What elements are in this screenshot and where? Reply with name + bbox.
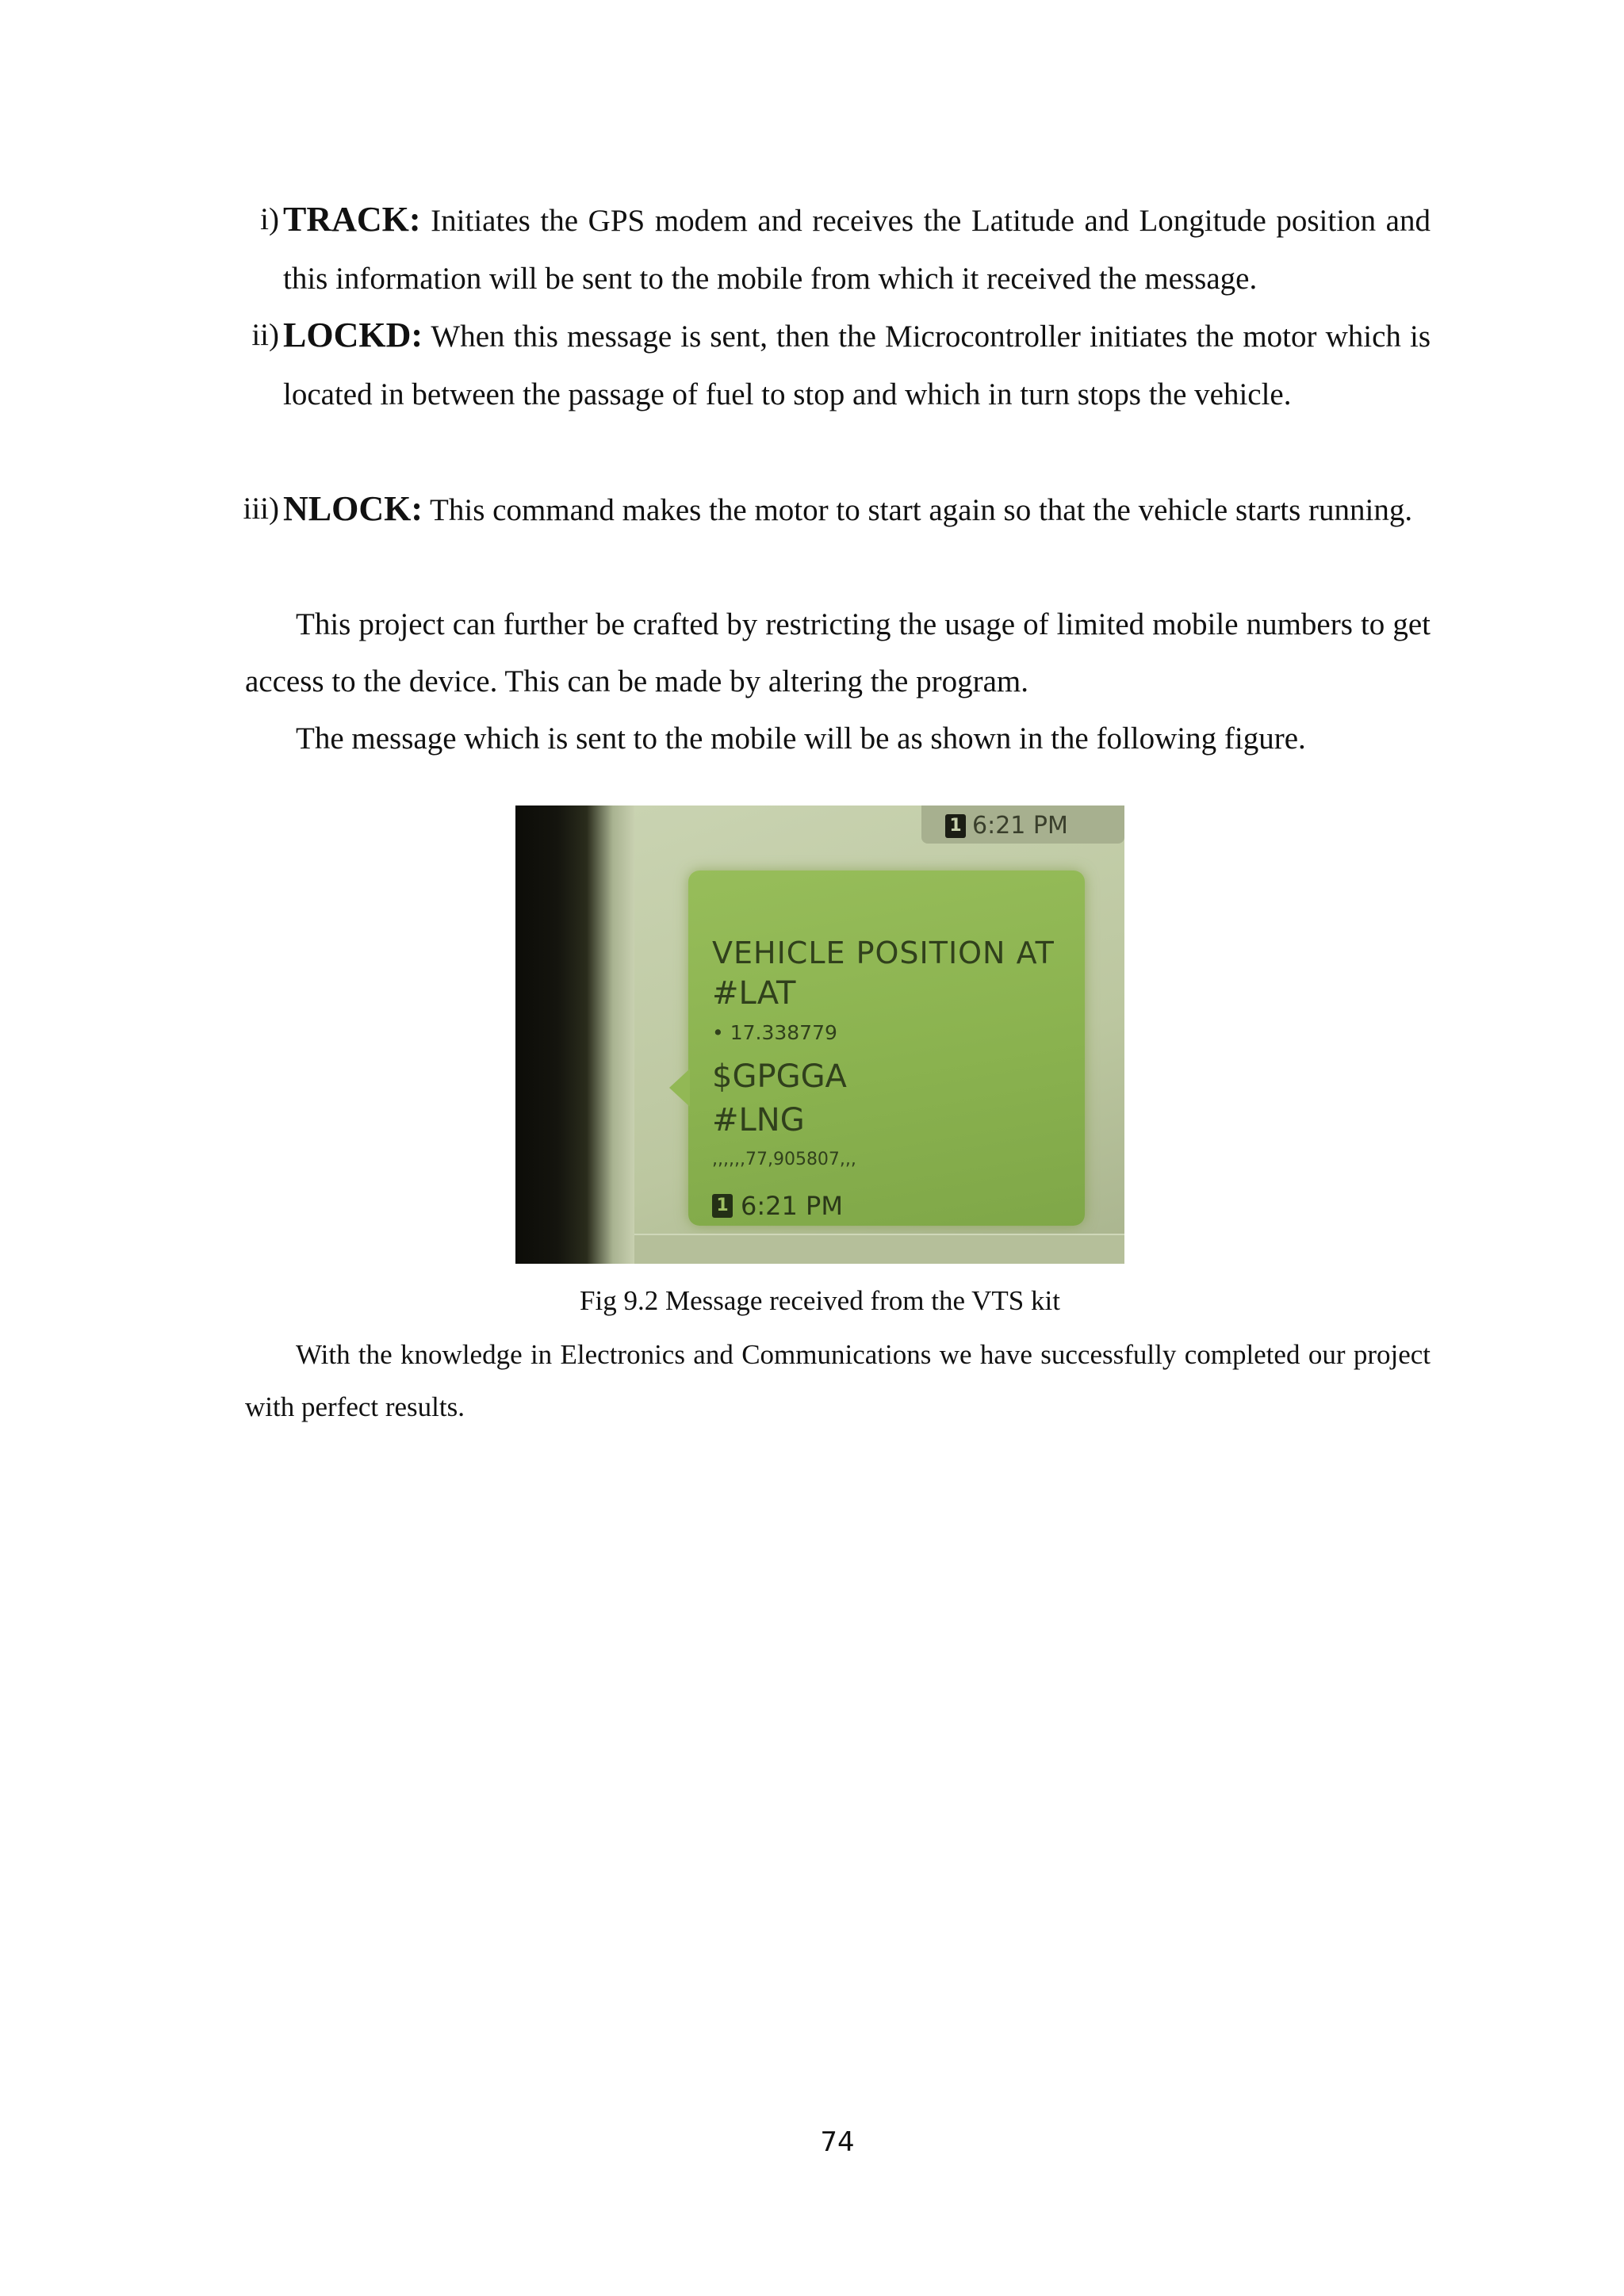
list-item-track [232,190,1431,308]
message-line: #LNG [712,1102,805,1138]
sim-badge-icon: 1 [945,814,966,838]
list-number: i) [260,202,279,236]
message-line: #LAT [712,975,796,1012]
sim-badge-icon: 1 [712,1194,733,1218]
paragraph-restriction: This project can further be crafted by restricting the usage of limited mobile numbers to get access to the device. This can be made by altering the program. [245,607,1431,698]
paragraph-figure-intro: The message which is sent to the mobile will be as shown in the following figure. [296,721,1306,756]
message-time: 6:21 PM [741,1191,843,1221]
message-screenshot-figure [515,806,1124,1264]
message-line: • 17.338779 [712,1021,837,1044]
previous-message-footer [921,806,1124,844]
list-number: ii) [251,318,279,352]
screen-bottom-edge [634,1234,1124,1264]
list-term: TRACK: [283,200,421,239]
message-line: VEHICLE POSITION AT [712,936,1055,970]
message-time: 6:21 PM [972,812,1068,840]
list-text: When this message is sent, then the Microcontroller initiates the motor which is located in between the passage of fuel to stop and which in turn stops the vehicle. [283,320,1431,411]
page-number: 74 [820,2126,855,2158]
list-text: Initiates the GPS modem and receives the Latitude and Longitude position and this information will be sent to the mobile from which it received the message. [283,204,1431,296]
sms-message-bubble [688,871,1085,1226]
list-body [283,480,1431,539]
list-term: LOCKD: [283,316,423,354]
message-footer [712,1191,843,1221]
figure-caption: Fig 9.2 Message received from the VTS kit [580,1285,1060,1316]
list-number: iii) [243,492,279,526]
list-item-nlock [232,480,1431,539]
list-body [283,306,1431,423]
message-line: $GPGGA [712,1058,847,1095]
list-term: NLOCK: [283,489,423,528]
list-item-lockd [232,306,1431,423]
list-body [283,190,1431,308]
message-line: ,,,,,,77,905807,,, [712,1150,856,1169]
closing-paragraph: With the knowledge in Electronics and Communications we have successfully completed our project with perfect results. [245,1339,1431,1422]
list-text: This command makes the motor to start again so that the vehicle starts running. [423,493,1413,527]
phone-bezel-shadow [515,806,634,1264]
